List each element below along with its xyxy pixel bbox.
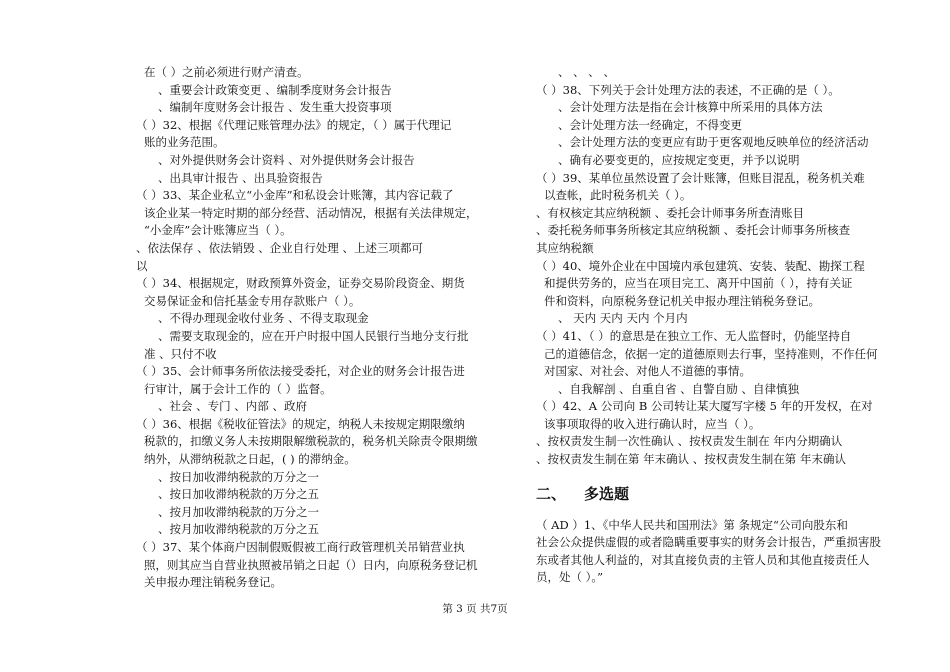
text-line: 账的业务范围。 (144, 135, 225, 150)
text-line: （ ）39、某单位虽然设置了会计账簿，但账目混乱，税务机关难 (536, 170, 865, 185)
text-line: 、 、 、 、 (558, 65, 615, 79)
text-line: 、会计处理方法是指在会计核算中所采用的具体方法 (558, 100, 823, 115)
text-line: 东或者其他人利益的，对其直接负责的主管人员和其他直接责任人 (536, 552, 870, 567)
text-line: 、会计处理方法的变更应有助于更客观地反映单位的经济活动 (558, 135, 869, 150)
text-line: （ ）41、（ ）的意思是在独立工作、无人监督时，仍能坚持自 (536, 328, 852, 343)
text-line: 、社会 、专门 、内部 、政府 (158, 399, 307, 414)
text-line: 、自我解剖 、自重自省 、自警自励 、自律慎独 (558, 381, 799, 396)
text-line: （ ）40、境外企业在中国境内承包建筑、安装、装配、勘探工程 (536, 258, 865, 273)
text-line: （ ）33、某企业私立“小金库”和私设会计账簿，其内容记载了 (136, 188, 454, 203)
text-line: 、依法保存 、依法销毁 、企业自行处理 、上述三项都可 (136, 240, 423, 255)
text-line: （ ）37、某个体商户因制假贩假被工商行政管理机关吊销营业执 (136, 540, 465, 555)
text-line: （ ）38、下列关于会计处理方法的表述，不正确的是（ ）。 (536, 82, 840, 97)
text-line: （ ）42、A 公司向 B 公司转让某大厦写字楼 5 年的开发权，在对 (536, 399, 873, 414)
left-column (136, 64, 494, 592)
text-line: 税款的，扣缴义务人未按期限解缴税款的，税务机关除责令限期缴 (144, 434, 478, 449)
text-line: 交易保证金和信托基金专用存款账户（ ）。 (144, 293, 361, 308)
text-line: 准 、只付不收 (144, 346, 217, 361)
text-line: 纳外，从滞纳税款之日起，( ) 的滞纳金。 (144, 452, 356, 467)
text-line: 该事项取得的收入进行确认时，应当（ ）。 (544, 416, 761, 431)
text-line: 、 天内 天内 天内 个月内 (558, 311, 688, 326)
text-line: 该企业某一特定时期的部分经营、活动情况，根据有关法律规定， (144, 205, 478, 220)
text-line: 、确有必要变更的，应按规定变更，并予以说明 (558, 152, 800, 167)
right-column (536, 64, 892, 587)
text-line: （ ）36、根据《税收征管法》的规定，纳税人未按规定期限缴纳 (136, 416, 465, 431)
text-line: 员，处（ ）。” (536, 570, 604, 585)
text-line: （ ）35、会计师事务所依法接受委托，对企业的财务会计报告进 (136, 364, 465, 379)
text-line: 、会计处理方法一经确定，不得变更 (558, 117, 742, 132)
text-line: 、按权责发生制一次性确认 、按权责发生制在 年内分期确认 (536, 434, 843, 449)
text-line: 关申报办理注销税务登记。 (144, 575, 282, 590)
text-line: 社会公众提供虚假的或者隐瞒重要事实的财务会计报告，严重损害股 (536, 535, 881, 550)
text-line: 和提供劳务的，应当在项目完工、离开中国前（ ），持有关证 (544, 276, 853, 291)
text-line: “小金库”会计账簿应当（ ）。 (144, 223, 292, 238)
text-line: 、按权责发生制在第 年末确认 、按权责发生制在第 年末确认 (536, 452, 846, 467)
text-line: 、重要会计政策变更 、编制季度财务会计报告 (158, 82, 392, 97)
text-line: 、不得办理现金收付业务 、不得支取现金 (158, 311, 369, 326)
text-line: 行审计，属于会计工作的（ ）监督。 (144, 381, 332, 396)
text-line: 在（ ）之前必须进行财产清查。 (144, 65, 309, 79)
section-heading (536, 481, 892, 507)
text-line: 、有权核定其应纳税额 、委托会计师事务所查清账目 (536, 205, 805, 220)
text-line: 、按日加收滞纳税款的万分之一 (158, 469, 319, 484)
text-line: 、编制年度财务会计报告 、发生重大投资事项 (158, 100, 392, 115)
text-line: 、按月加收滞纳税款的万分之一 (158, 504, 319, 519)
right-column-questions (536, 64, 892, 469)
text-line: 对国家、对社会、对他人不道德的事情。 (544, 364, 751, 379)
text-line: 、需要支取现金的，应在开户时报中国人民银行当地分支行批 (158, 328, 469, 343)
text-line: 、出具审计报告 、出具验资报告 (158, 170, 323, 185)
section-title: 多选题 (584, 484, 630, 503)
text-line: 其应纳税额 (536, 240, 594, 255)
section-number: 二、 (536, 484, 567, 503)
text-line: 、按日加收滞纳税款的万分之五 (158, 487, 319, 502)
text-line: 、对外提供财务会计资料 、对外提供财务会计报告 (158, 152, 415, 167)
text-line: 以查帐，此时税务机关（ ）。 (544, 188, 692, 203)
text-line: （ AD ）1、《中华人民共和国刑法》第 条规定“公司向股东和 (536, 517, 848, 532)
text-line: （ ）32、根据《代理记账管理办法》的规定，（ ）属于代理记 (136, 117, 452, 132)
text-line: 照，则其应当自营业执照被吊销之日起（）日内，向原税务登记机 (144, 557, 478, 572)
multi-choice-questions (536, 517, 892, 587)
text-line: 、委托税务师事务所核定其应纳税额 、委托会计师事务所核查 (536, 223, 851, 238)
page-footer: 第 3 页 共7页 (442, 603, 508, 615)
text-line: 、按月加收滞纳税款的万分之五 (158, 522, 319, 537)
text-line: （ ）34、根据规定，财政预算外资金，证券交易阶段资金、期货 (136, 276, 465, 291)
text-line: 己的道德信念，依据一定的道德原则去行事，坚持准则，不作任何 (544, 346, 878, 361)
text-line: 以 (136, 258, 148, 273)
text-line: 件和资料，向原税务登记机关申报办理注销税务登记。 (544, 293, 820, 308)
